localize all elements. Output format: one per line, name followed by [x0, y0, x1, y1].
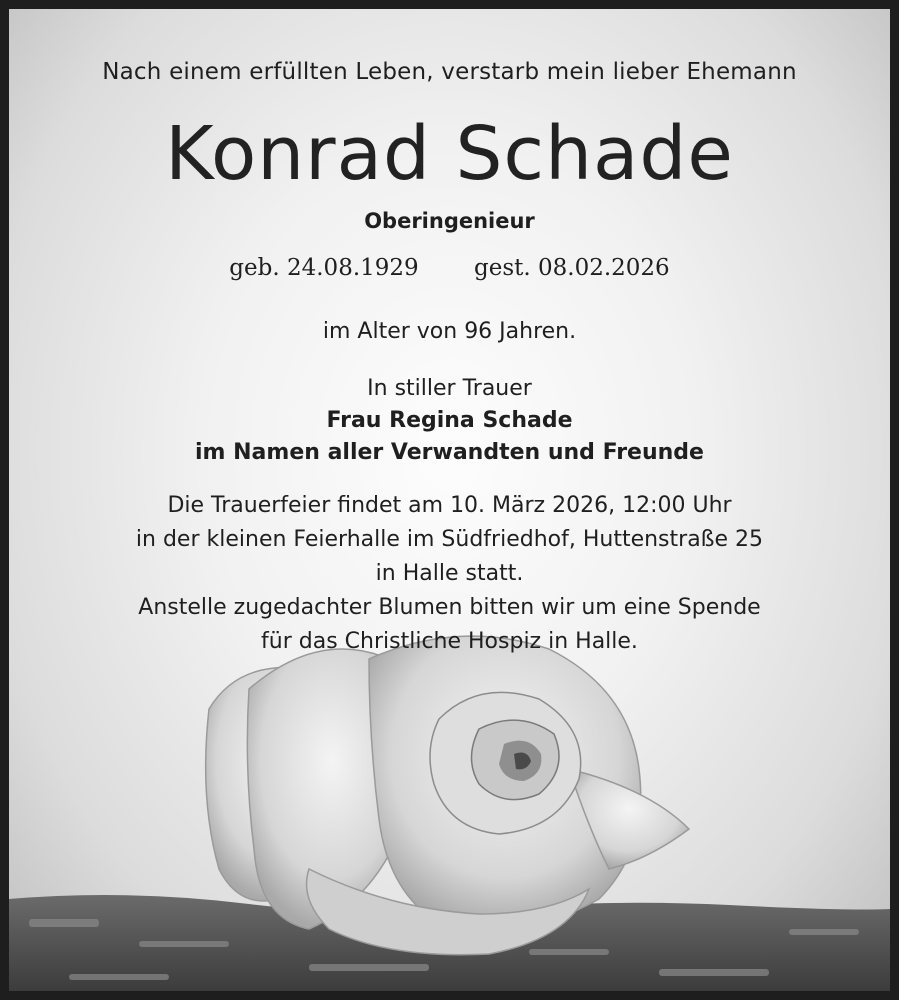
deceased-title: Oberingenieur	[364, 209, 535, 233]
death-date: gest. 08.02.2026	[473, 255, 670, 281]
ceremony-line-3: in Halle statt.	[375, 561, 524, 586]
mourner-name: Frau Regina Schade	[326, 408, 573, 433]
donation-line-2: für das Christliche Hospiz in Halle.	[261, 629, 638, 654]
mourners-family: im Namen aller Verwandten und Freunde	[195, 440, 704, 465]
life-dates	[9, 255, 890, 281]
mourners-intro: In stiller Trauer	[367, 376, 532, 401]
age-line: im Alter von 96 Jahren.	[322, 319, 577, 344]
donation-line-1: Anstelle zugedachter Blumen bitten wir um eine Spende	[138, 595, 761, 620]
birth-date: geb. 24.08.1929	[229, 255, 419, 281]
ceremony-line-1: Die Trauerfeier findet am 10. März 2026, 12:00 Uhr	[167, 493, 732, 518]
ceremony-block	[9, 489, 890, 659]
ceremony-line-2: in der kleinen Feierhalle im Südfriedhof, Huttenstraße 25	[135, 527, 764, 552]
deceased-name: Konrad Schade	[165, 111, 734, 197]
intro-line: Nach einem erfüllten Leben, verstarb mein lieber Ehemann	[102, 59, 797, 85]
mourners-block	[9, 373, 890, 469]
